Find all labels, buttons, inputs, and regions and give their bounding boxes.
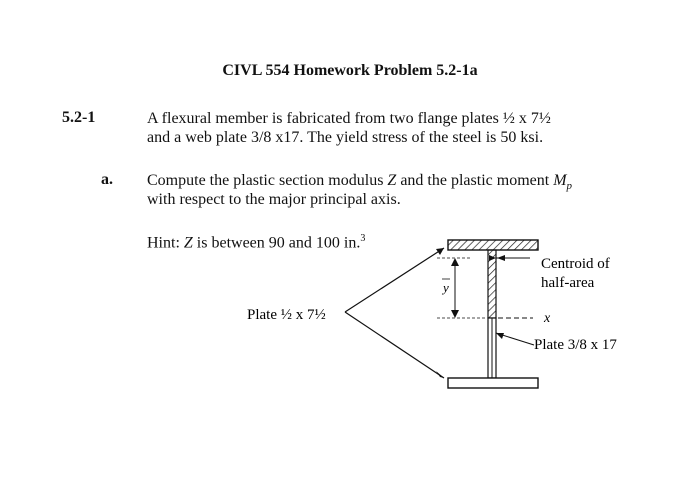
- bottom-flange: [448, 378, 538, 388]
- top-flange: [448, 240, 538, 250]
- flange-plate-label: Plate ½ x 7½: [247, 307, 326, 323]
- problem-text-line-2: and a web plate 3/8 x17. The yield stress of the steel is 50 ksi.: [147, 129, 544, 146]
- page-title: CIVL 554 Homework Problem 5.2-1a: [222, 62, 478, 79]
- y-bar-label: y: [443, 280, 449, 295]
- problem-text-line-1: A flexural member is fabricated from two flange plates ½ x 7½: [147, 110, 551, 127]
- flange-leader-top: [345, 248, 444, 312]
- web-plate-label: Plate 3/8 x 17: [534, 337, 617, 353]
- part-a-line-2: with respect to the major principal axis.: [147, 191, 401, 208]
- x-axis-label: x: [544, 311, 551, 326]
- centroid-label-line-2: half-area: [541, 275, 595, 291]
- part-a-label: a.: [101, 171, 113, 188]
- problem-number: 5.2-1: [62, 109, 96, 126]
- web-upper-half: [488, 250, 496, 318]
- flange-leader-bottom: [345, 312, 444, 378]
- centroid-label-line-1: Centroid of: [541, 256, 610, 272]
- hint-text: Hint: Z is between 90 and 100 in.$^3$: [147, 233, 366, 252]
- part-a-line-1: Compute the plastic section modulus Z and the plastic moment $M_p$: [147, 172, 573, 193]
